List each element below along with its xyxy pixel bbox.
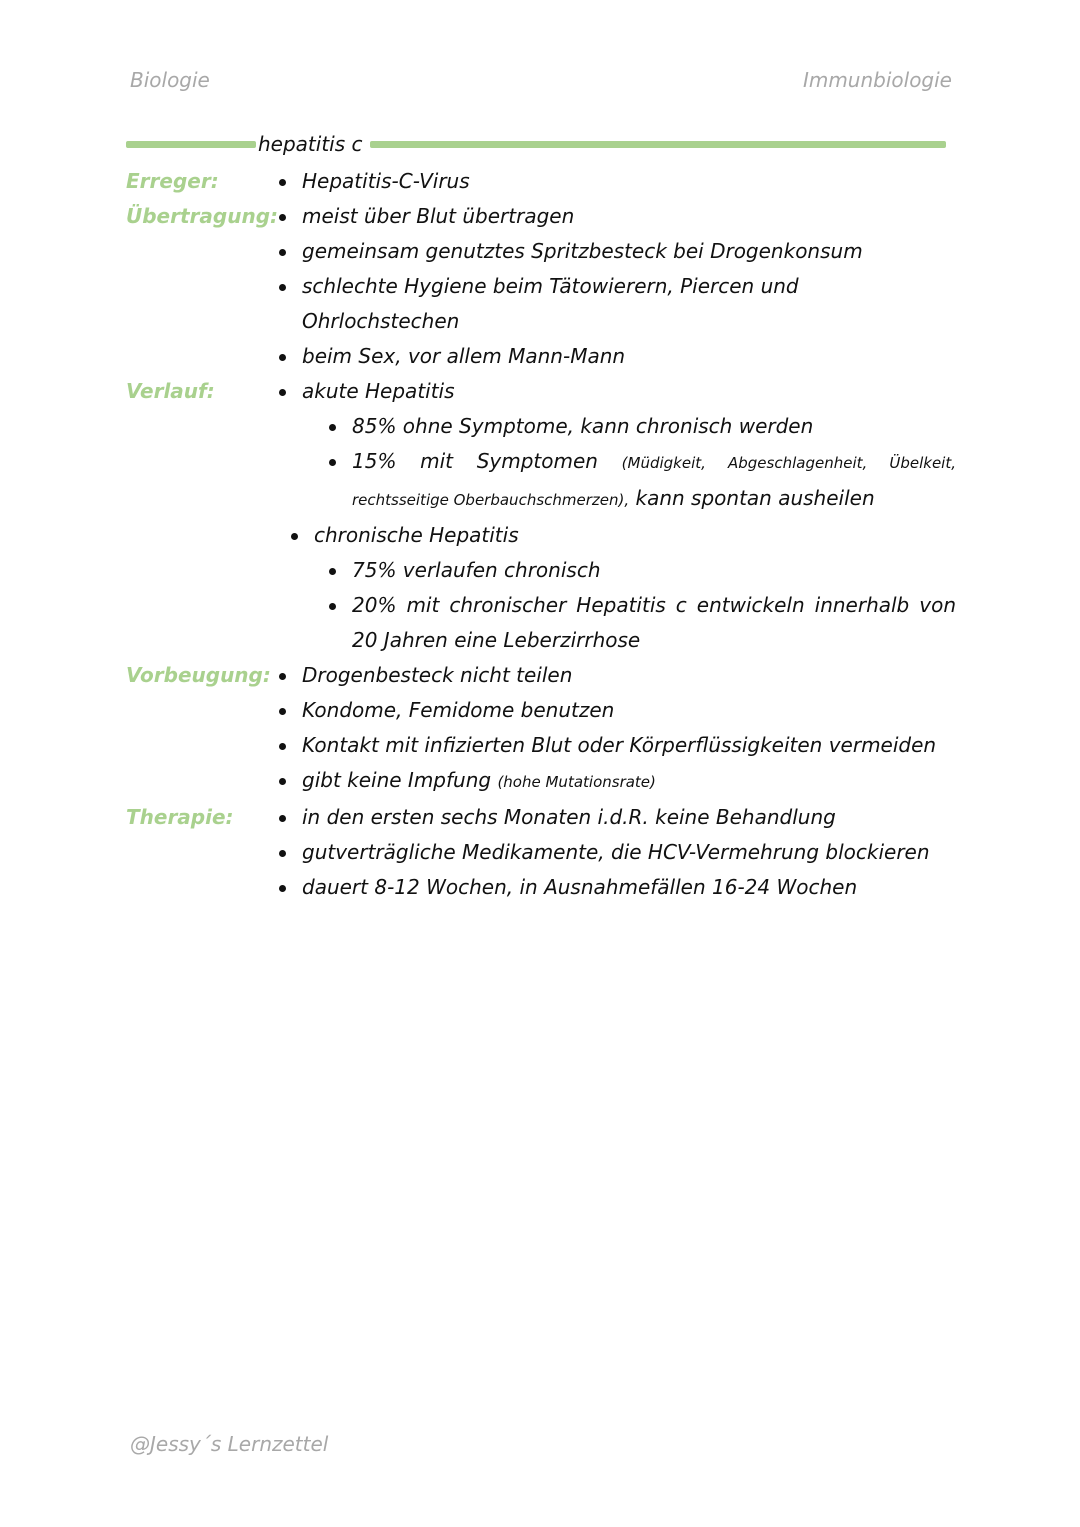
list-item: 75% verlaufen chronisch [326, 553, 956, 588]
header-topic: Immunbiologie [802, 68, 952, 92]
label-verlauf: Verlauf: [126, 379, 215, 403]
section-therapie [126, 800, 956, 905]
label-uebertragung: Übertragung: [126, 204, 279, 228]
section-verlauf [126, 374, 956, 658]
list-item: Drogenbesteck nicht teilen [276, 658, 956, 693]
chronisch-title: chronische Hepatitis [314, 523, 519, 547]
list-item: in den ersten sechs Monaten i.d.R. keine Behandlung [276, 800, 956, 835]
list-item: gemeinsam genutztes Spritzbesteck bei Drogenkonsum [276, 234, 956, 269]
list-item-chronisch [288, 518, 956, 658]
label-vorbeugung: Vorbeugung: [126, 663, 271, 687]
list-item: Hepatitis-C-Virus [276, 164, 956, 199]
list-item-akut [276, 374, 956, 518]
list-item: Kondome, Femidome benutzen [276, 693, 956, 728]
vorbeugung-item4-note: (hohe Mutationsrate) [497, 773, 656, 791]
list-item: meist über Blut übertragen [276, 199, 956, 234]
title-bar-right [370, 141, 946, 148]
title-bar-left [126, 141, 256, 148]
footer-credit: @Jessy´s Lernzettel [130, 1432, 329, 1456]
section-uebertragung [126, 199, 956, 374]
section-title-row [126, 132, 946, 158]
header-subject: Biologie [130, 68, 210, 92]
section-vorbeugung [126, 658, 956, 800]
list-item: schlechte Hygiene beim Tätowierern, Piercen und Ohrlochstechen [276, 269, 956, 339]
label-therapie: Therapie: [126, 805, 234, 829]
vorbeugung-item4-text: gibt keine Impfung [302, 768, 492, 792]
label-erreger: Erreger: [126, 169, 219, 193]
list-item: 20% mit chronischer Hepatitis c entwickeln innerhalb von 20 Jahren eine Leberzirrhose [326, 588, 956, 658]
akut-item2-suffix: kann spontan ausheilen [635, 486, 875, 510]
list-item [326, 444, 956, 518]
list-item: Kontakt mit infizierten Blut oder Körperflüssigkeiten vermeiden [276, 728, 956, 763]
page-title: hepatitis c [258, 132, 363, 156]
list-item: beim Sex, vor allem Mann-Mann [276, 339, 956, 374]
akut-title: akute Hepatitis [302, 379, 455, 403]
akut-item2-note: (Müdigkeit, Abgeschlagenheit, Übelkeit, rechtsseitige Oberbauchschmerzen), [352, 454, 956, 509]
list-item [276, 763, 956, 800]
list-item: 85% ohne Symptome, kann chronisch werden [326, 409, 956, 444]
section-erreger [126, 164, 956, 199]
list-item: gutverträgliche Medikamente, die HCV-Vermehrung blockieren [276, 835, 956, 870]
notes-content [126, 164, 956, 905]
akut-item2-prefix: 15% mit Symptomen [352, 449, 598, 473]
list-item: dauert 8-12 Wochen, in Ausnahmefällen 16-24 Wochen [276, 870, 956, 905]
